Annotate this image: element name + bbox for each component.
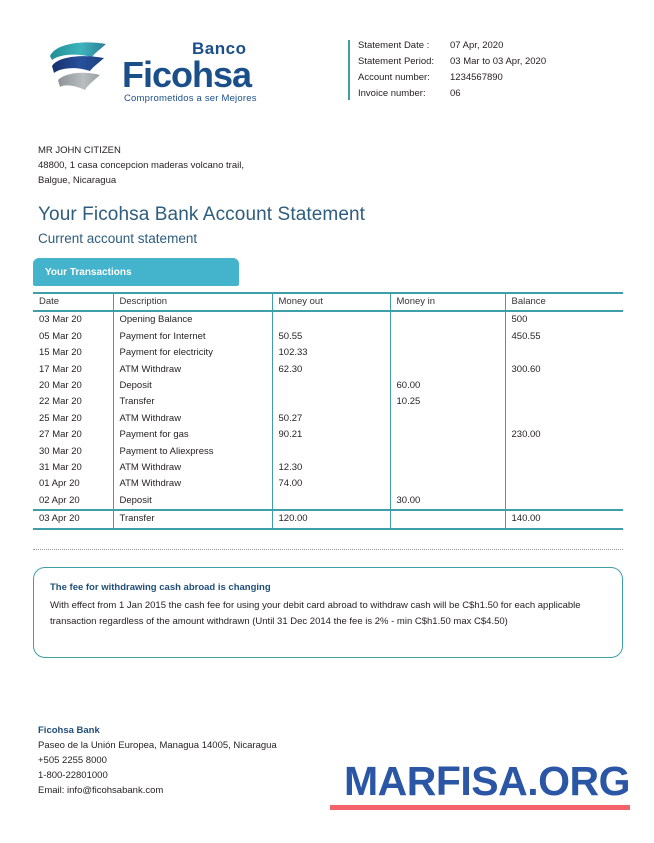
cell-money-in: 10.25 xyxy=(390,394,505,410)
cell-money-out xyxy=(272,378,390,394)
cell-money-in xyxy=(390,444,505,460)
cell-description: Opening Balance xyxy=(113,311,272,328)
cell-date: 20 Mar 20 xyxy=(33,378,113,394)
cell-balance xyxy=(505,493,623,510)
footer-email: Email: info@ficohsabank.com xyxy=(38,785,164,796)
cell-description: Payment for Internet xyxy=(113,329,272,345)
ficohsa-swoosh-icon xyxy=(42,38,120,100)
bank-contact-footer xyxy=(38,723,277,798)
meta-value: 03 Mar to 03 Apr, 2020 xyxy=(450,56,547,67)
address-line-1: 48800, 1 casa concepcion maderas volcano trail, xyxy=(38,160,244,171)
watermark-text: MARFISA.ORG xyxy=(343,758,630,804)
meta-row xyxy=(358,54,638,70)
cell-date: 03 Apr 20 xyxy=(33,510,113,528)
bank-logo xyxy=(42,38,277,118)
table-row xyxy=(33,493,623,510)
cell-balance: 140.00 xyxy=(505,510,623,528)
cell-description: Payment for electricity xyxy=(113,345,272,361)
cell-balance xyxy=(505,444,623,460)
cell-description: Transfer xyxy=(113,394,272,410)
cell-balance xyxy=(505,411,623,427)
address-line-2: Balgue, Nicaragua xyxy=(38,175,117,186)
cell-date: 25 Mar 20 xyxy=(33,411,113,427)
table-row xyxy=(33,427,623,443)
cell-money-in xyxy=(390,362,505,378)
table-row xyxy=(33,378,623,394)
cell-money-out xyxy=(272,394,390,410)
cell-balance xyxy=(505,394,623,410)
cell-money-in xyxy=(390,510,505,528)
table-row xyxy=(33,329,623,345)
cell-money-out: 50.55 xyxy=(272,329,390,345)
page-subtitle: Current account statement xyxy=(38,231,198,246)
table-row xyxy=(33,411,623,427)
column-header-money-out: Money out xyxy=(272,293,390,311)
table-row xyxy=(33,394,623,410)
cell-date: 15 Mar 20 xyxy=(33,345,113,361)
cell-balance: 230.00 xyxy=(511,429,541,441)
meta-value: 1234567890 xyxy=(450,72,503,83)
footer-bank-name: Ficohsa Bank xyxy=(38,725,100,736)
column-header-date: Date xyxy=(33,293,113,311)
meta-value: 06 xyxy=(450,88,461,99)
cell-money-out: 74.00 xyxy=(272,476,390,492)
page-title: Your Ficohsa Bank Account Statement xyxy=(38,204,366,225)
table-row xyxy=(33,476,623,492)
statement-meta xyxy=(348,38,638,102)
cell-money-out: 120.00 xyxy=(272,510,390,528)
cell-date: 27 Mar 20 xyxy=(33,427,113,443)
meta-label: Statement Date : xyxy=(358,40,430,51)
cell-balance xyxy=(505,345,623,361)
fee-notice-box xyxy=(33,567,623,658)
cell-description: Transfer xyxy=(113,510,272,528)
cell-description: ATM Withdraw xyxy=(113,411,272,427)
column-header-description: Description xyxy=(113,293,272,311)
cell-balance xyxy=(505,378,623,394)
cell-money-out xyxy=(272,311,390,328)
cell-money-in xyxy=(390,329,505,345)
tab-your-transactions[interactable] xyxy=(33,258,239,286)
meta-value: 07 Apr, 2020 xyxy=(450,40,504,51)
cell-money-out: 50.27 xyxy=(272,411,390,427)
cell-date: 17 Mar 20 xyxy=(33,362,113,378)
cell-date: 31 Mar 20 xyxy=(33,460,113,476)
cell-date: 05 Mar 20 xyxy=(33,329,113,345)
meta-label: Statement Period: xyxy=(358,56,435,67)
cell-balance: 300.60 xyxy=(511,363,541,375)
table-body xyxy=(33,311,623,528)
cell-money-in xyxy=(390,460,505,476)
cell-date: 02 Apr 20 xyxy=(33,493,113,510)
table-row xyxy=(33,510,623,528)
cell-date: 03 Mar 20 xyxy=(33,311,113,328)
meta-row xyxy=(358,86,638,102)
cell-description: ATM Withdraw xyxy=(113,476,272,492)
cell-money-in xyxy=(390,345,505,361)
cell-description: Deposit xyxy=(113,493,272,510)
meta-label: Invoice number: xyxy=(358,88,426,99)
cell-money-out: 62.30 xyxy=(272,362,390,378)
cell-money-in xyxy=(390,427,505,443)
footer-address: Paseo de la Unión Europea, Managua 14005, Nicaragua xyxy=(38,740,277,751)
table-row xyxy=(33,311,623,328)
cell-balance xyxy=(505,460,623,476)
column-header-money-in: Money in xyxy=(390,293,505,311)
logo-tagline: Comprometidos a ser Mejores xyxy=(124,93,257,105)
cell-money-out: 12.30 xyxy=(272,460,390,476)
cell-money-out: 102.33 xyxy=(272,345,390,361)
notice-body: With effect from 1 Jan 2015 the cash fee for using your debit card abroad to withdraw cash will be C$h1.50 for each applicable transaction regardless of the amount withdrawn (Until 31 Dec 2014 the fee is 2% - min C$h1.50 max C$4.50) xyxy=(50,600,581,627)
customer-name: MR JOHN CITIZEN xyxy=(38,145,121,156)
cell-money-in xyxy=(390,311,505,328)
column-header-balance: Balance xyxy=(505,293,623,311)
table-row xyxy=(33,460,623,476)
marfisa-watermark xyxy=(330,758,630,810)
table-header-row xyxy=(33,293,623,311)
cell-money-out xyxy=(272,493,390,510)
footer-phone-primary: +505 2255 8000 xyxy=(38,755,107,766)
cell-description: Deposit xyxy=(113,378,272,394)
meta-row xyxy=(358,70,638,86)
logo-wordmark xyxy=(120,40,280,104)
cell-money-out xyxy=(272,444,390,460)
cell-description: ATM Withdraw xyxy=(113,362,272,378)
tab-label: Your Transactions xyxy=(45,266,132,278)
cell-money-in: 30.00 xyxy=(390,493,505,510)
cell-date: 22 Mar 20 xyxy=(33,394,113,410)
meta-label: Account number: xyxy=(358,72,430,83)
page-header xyxy=(0,30,654,125)
cell-description: ATM Withdraw xyxy=(113,460,272,476)
cell-balance: 450.55 xyxy=(511,330,541,342)
cell-date: 30 Mar 20 xyxy=(33,444,113,460)
logo-ficohsa-text: Ficohsa xyxy=(122,54,252,95)
cell-description: Payment for gas xyxy=(113,427,272,443)
table-row xyxy=(33,362,623,378)
footer-phone-secondary: 1-800-22801000 xyxy=(38,770,108,781)
cell-balance xyxy=(505,476,623,492)
cell-money-out: 90.21 xyxy=(272,427,390,443)
section-divider xyxy=(33,549,623,550)
customer-address xyxy=(38,143,244,188)
cell-money-in: 60.00 xyxy=(390,378,505,394)
cell-description: Payment to Aliexpress xyxy=(113,444,272,460)
cell-balance: 500 xyxy=(511,314,528,326)
cell-money-in xyxy=(390,476,505,492)
notice-title: The fee for withdrawing cash abroad is changing xyxy=(50,582,271,593)
cell-date: 01 Apr 20 xyxy=(33,476,113,492)
meta-row xyxy=(358,38,638,54)
transactions-table xyxy=(33,292,623,530)
table-row xyxy=(33,444,623,460)
cell-money-in xyxy=(390,411,505,427)
logo-banco-text: Banco xyxy=(192,39,247,58)
watermark-underline-bar xyxy=(330,805,630,810)
table-row xyxy=(33,345,623,361)
